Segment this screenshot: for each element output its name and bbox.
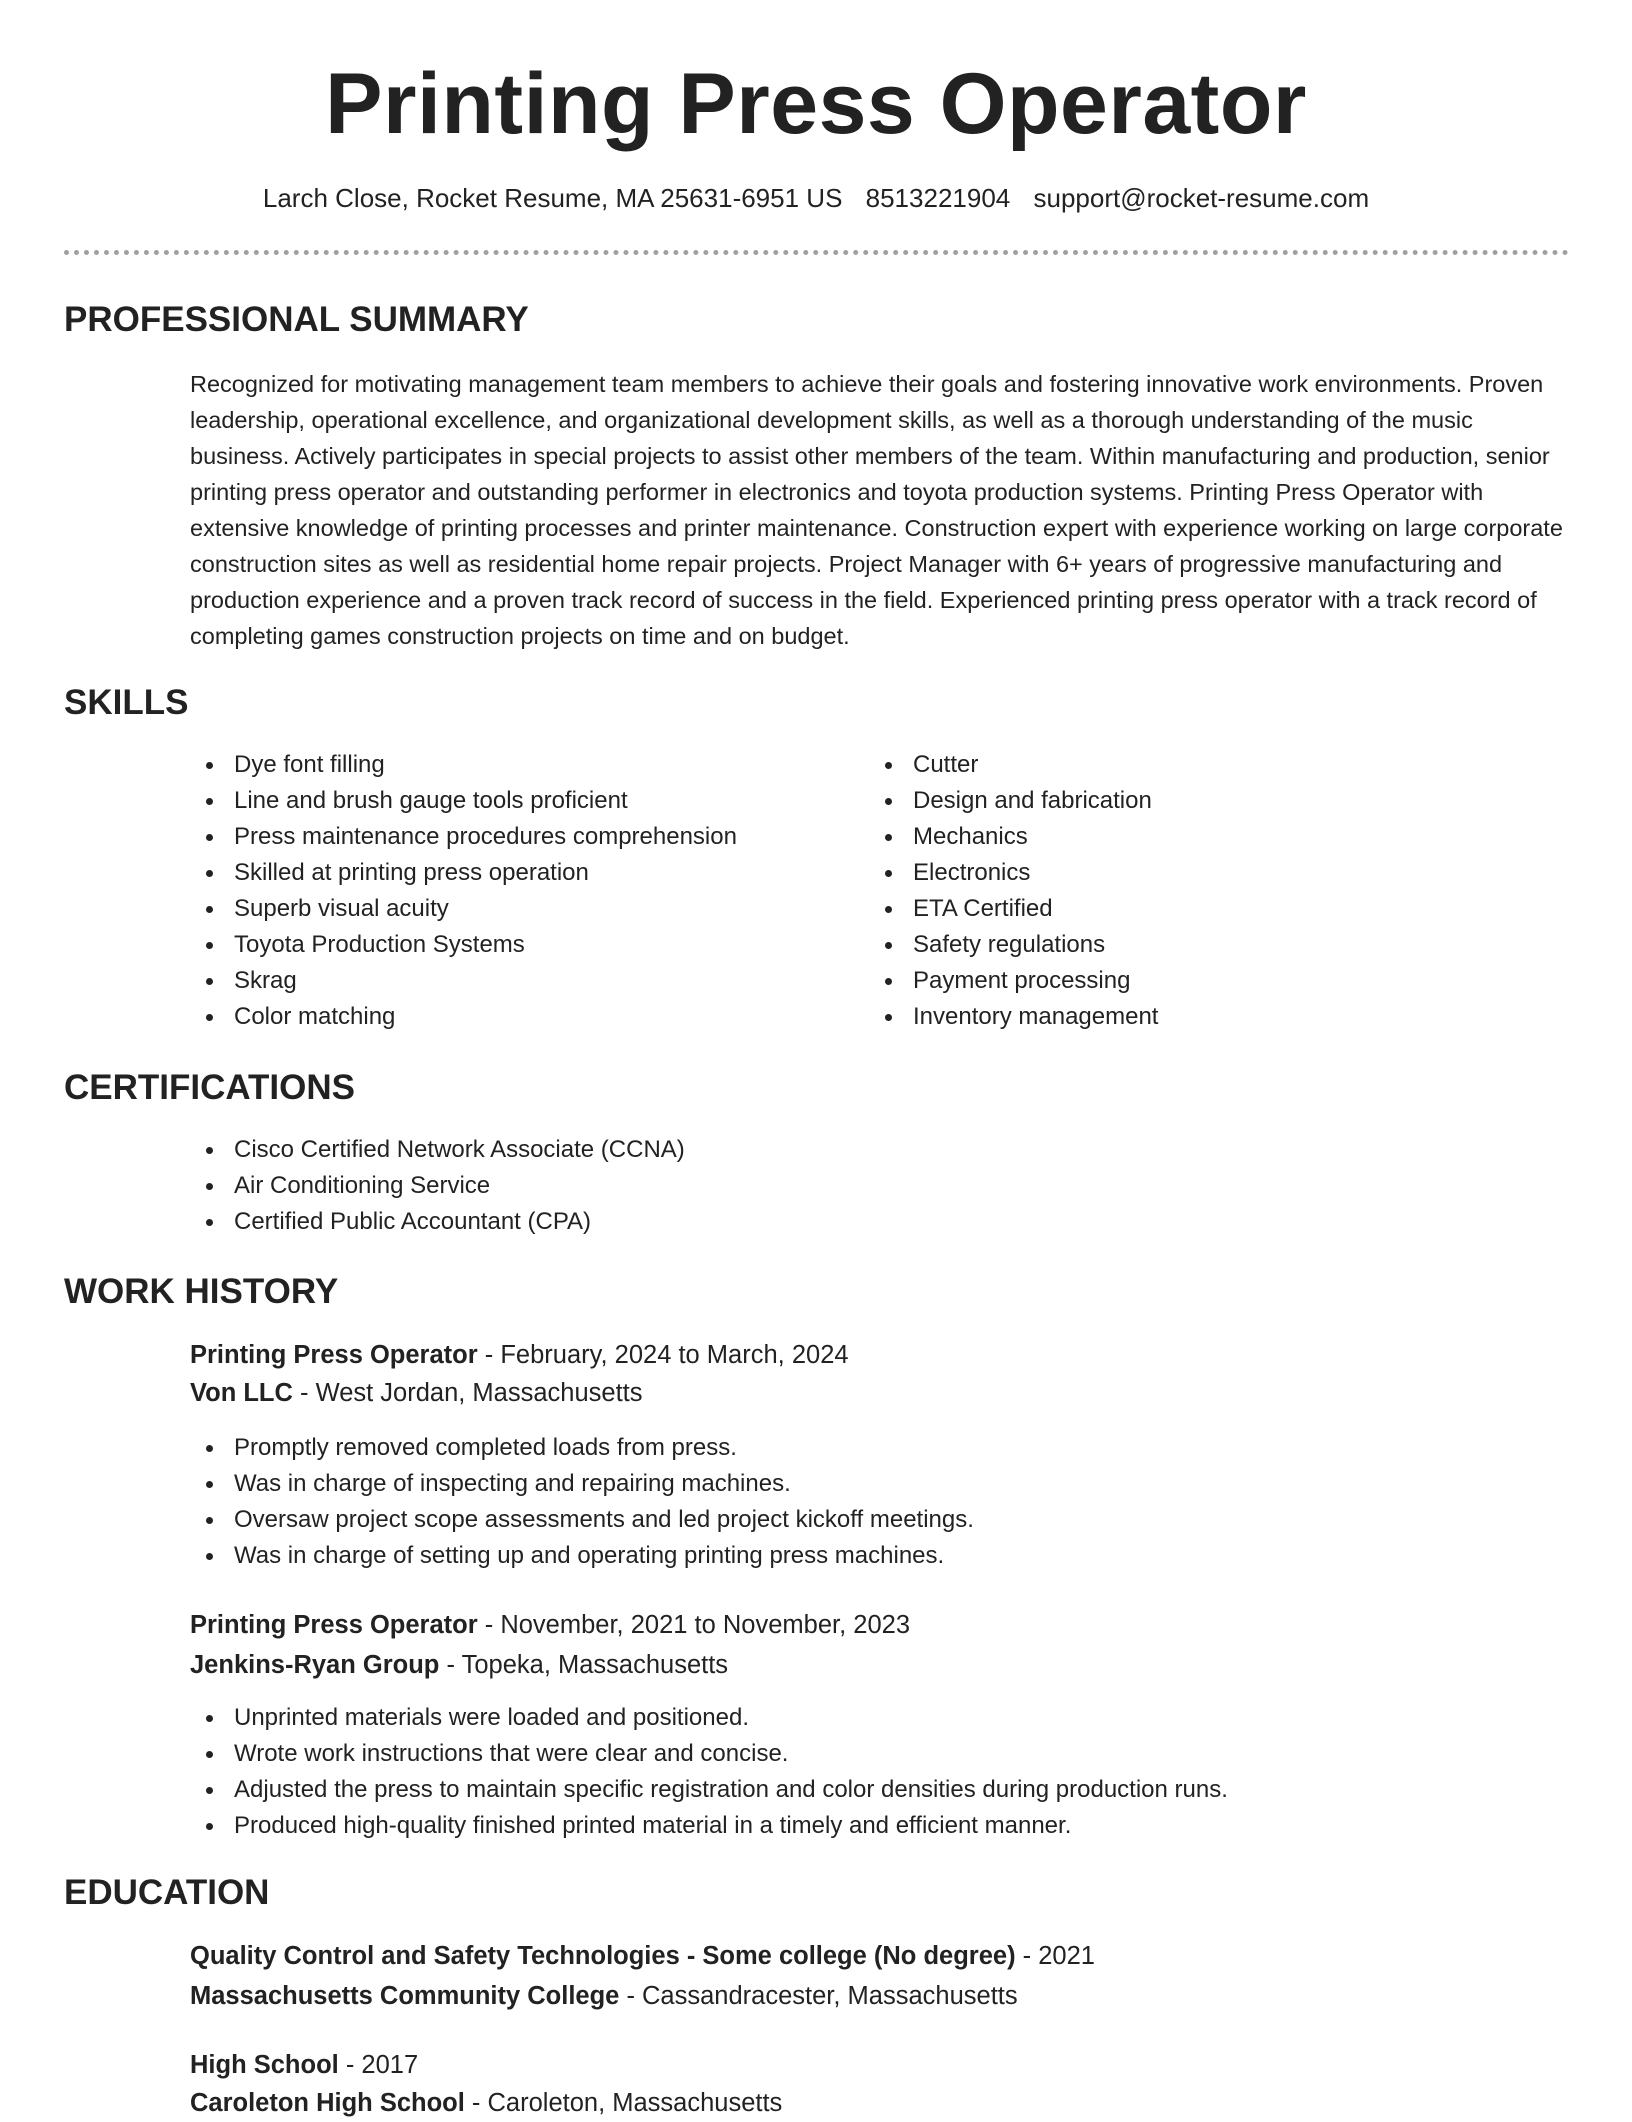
- education-year: - 2017: [338, 2051, 419, 2079]
- certifications-list: [190, 1132, 685, 1240]
- summary-heading: PROFESSIONAL SUMMARY: [64, 300, 529, 339]
- list-item: Oversaw project scope assessments and led project kickoff meetings.: [190, 1502, 974, 1538]
- job-2-title-line: [190, 1606, 910, 1644]
- certifications-heading: CERTIFICATIONS: [64, 1068, 356, 1107]
- list-item: Adjusted the press to maintain specific registration and color densities during production runs.: [190, 1772, 1228, 1808]
- skills-list-left: [190, 747, 737, 1035]
- education-location: - Caroleton, Massachusetts: [464, 2089, 783, 2117]
- list-item: Design and fabrication: [869, 783, 1158, 819]
- job-role: Printing Press Operator: [190, 1611, 478, 1639]
- job-location: - Topeka, Massachusetts: [439, 1651, 729, 1679]
- list-item: Skrag: [190, 963, 737, 999]
- list-item: Press maintenance procedures comprehension: [190, 819, 737, 855]
- candidate-name: Printing Press Operator: [325, 56, 1307, 152]
- education-degree: Quality Control and Safety Technologies - Some college (No degree): [190, 1942, 1016, 1970]
- education-2-school-line: [190, 2084, 782, 2122]
- job-1-title-line: [190, 1336, 849, 1374]
- list-item: Line and brush gauge tools proficient: [190, 783, 737, 819]
- job-role: Printing Press Operator: [190, 1341, 478, 1369]
- job-1-duties: [190, 1430, 974, 1574]
- job-2-duties: [190, 1700, 1228, 1844]
- list-item: Payment processing: [869, 963, 1158, 999]
- list-item: Mechanics: [869, 819, 1158, 855]
- list-item: Wrote work instructions that were clear and concise.: [190, 1736, 1228, 1772]
- education-2-degree-line: [190, 2046, 418, 2084]
- contact-phone: 8513221904: [865, 183, 1011, 213]
- list-item: ETA Certified: [869, 891, 1158, 927]
- work-history-heading: WORK HISTORY: [64, 1272, 339, 1311]
- job-dates: - November, 2021 to November, 2023: [477, 1611, 911, 1639]
- education-1-degree-line: [190, 1937, 1095, 1975]
- list-item: Safety regulations: [869, 927, 1158, 963]
- list-item: Skilled at printing press operation: [190, 855, 737, 891]
- list-item: Superb visual acuity: [190, 891, 737, 927]
- list-item: Certified Public Accountant (CPA): [190, 1204, 685, 1240]
- list-item: Inventory management: [869, 999, 1158, 1035]
- list-item: Was in charge of inspecting and repairing machines.: [190, 1466, 974, 1502]
- list-item: Color matching: [190, 999, 737, 1035]
- summary-text: Recognized for motivating management team members to achieve their goals and fostering innovative work environments. Proven leadership, operational excellence, and organizational development skills, as well as a thorough understanding of the music business. Actively participates in special projects to assist other members of the team. Within manufacturing and production, senior printing press operator and outstanding performer in electronics and toyota production systems. Printing Press Operator with extensive knowledge of printing processes and printer maintenance. Construction expert with experience working on large corporate construction sites as well as residential home repair projects. Project Manager with 6+ years of progressive manufacturing and production experience and a proven track record of success in the field. Experienced printing press operator with a track record of completing games construction projects on time and on budget.: [190, 371, 1563, 649]
- list-item: Produced high-quality finished printed material in a timely and efficient manner.: [190, 1808, 1228, 1844]
- education-1-school-line: [190, 1977, 1018, 2015]
- education-school: Caroleton High School: [190, 2089, 465, 2117]
- education-school: Massachusetts Community College: [190, 1982, 620, 2010]
- skills-heading: SKILLS: [64, 683, 189, 722]
- list-item: Unprinted materials were loaded and positioned.: [190, 1700, 1228, 1736]
- header-divider: [64, 250, 1569, 255]
- education-location: - Cassandracester, Massachusetts: [619, 1982, 1018, 2010]
- list-item: Cisco Certified Network Associate (CCNA): [190, 1132, 685, 1168]
- education-heading: EDUCATION: [64, 1873, 270, 1912]
- list-item: Air Conditioning Service: [190, 1168, 685, 1204]
- skills-list-right: [869, 747, 1158, 1035]
- job-location: - West Jordan, Massachusetts: [292, 1379, 643, 1407]
- list-item: Promptly removed completed loads from press.: [190, 1430, 974, 1466]
- list-item: Cutter: [869, 747, 1158, 783]
- list-item: Toyota Production Systems: [190, 927, 737, 963]
- education-year: - 2021: [1015, 1942, 1095, 1970]
- list-item: Electronics: [869, 855, 1158, 891]
- job-2-company-line: [190, 1646, 728, 1684]
- list-item: Dye font filling: [190, 747, 737, 783]
- contact-address: Larch Close, Rocket Resume, MA 25631-6951 US: [262, 183, 843, 213]
- list-item: Was in charge of setting up and operating printing press machines.: [190, 1538, 974, 1574]
- education-degree: High School: [190, 2051, 339, 2079]
- job-company: Jenkins-Ryan Group: [190, 1651, 440, 1679]
- job-1-company-line: [190, 1374, 643, 1412]
- job-company: Von LLC: [190, 1379, 293, 1407]
- contact-line: [0, 180, 1632, 216]
- job-dates: - February, 2024 to March, 2024: [477, 1341, 849, 1369]
- contact-email: support@rocket-resume.com: [1033, 183, 1370, 213]
